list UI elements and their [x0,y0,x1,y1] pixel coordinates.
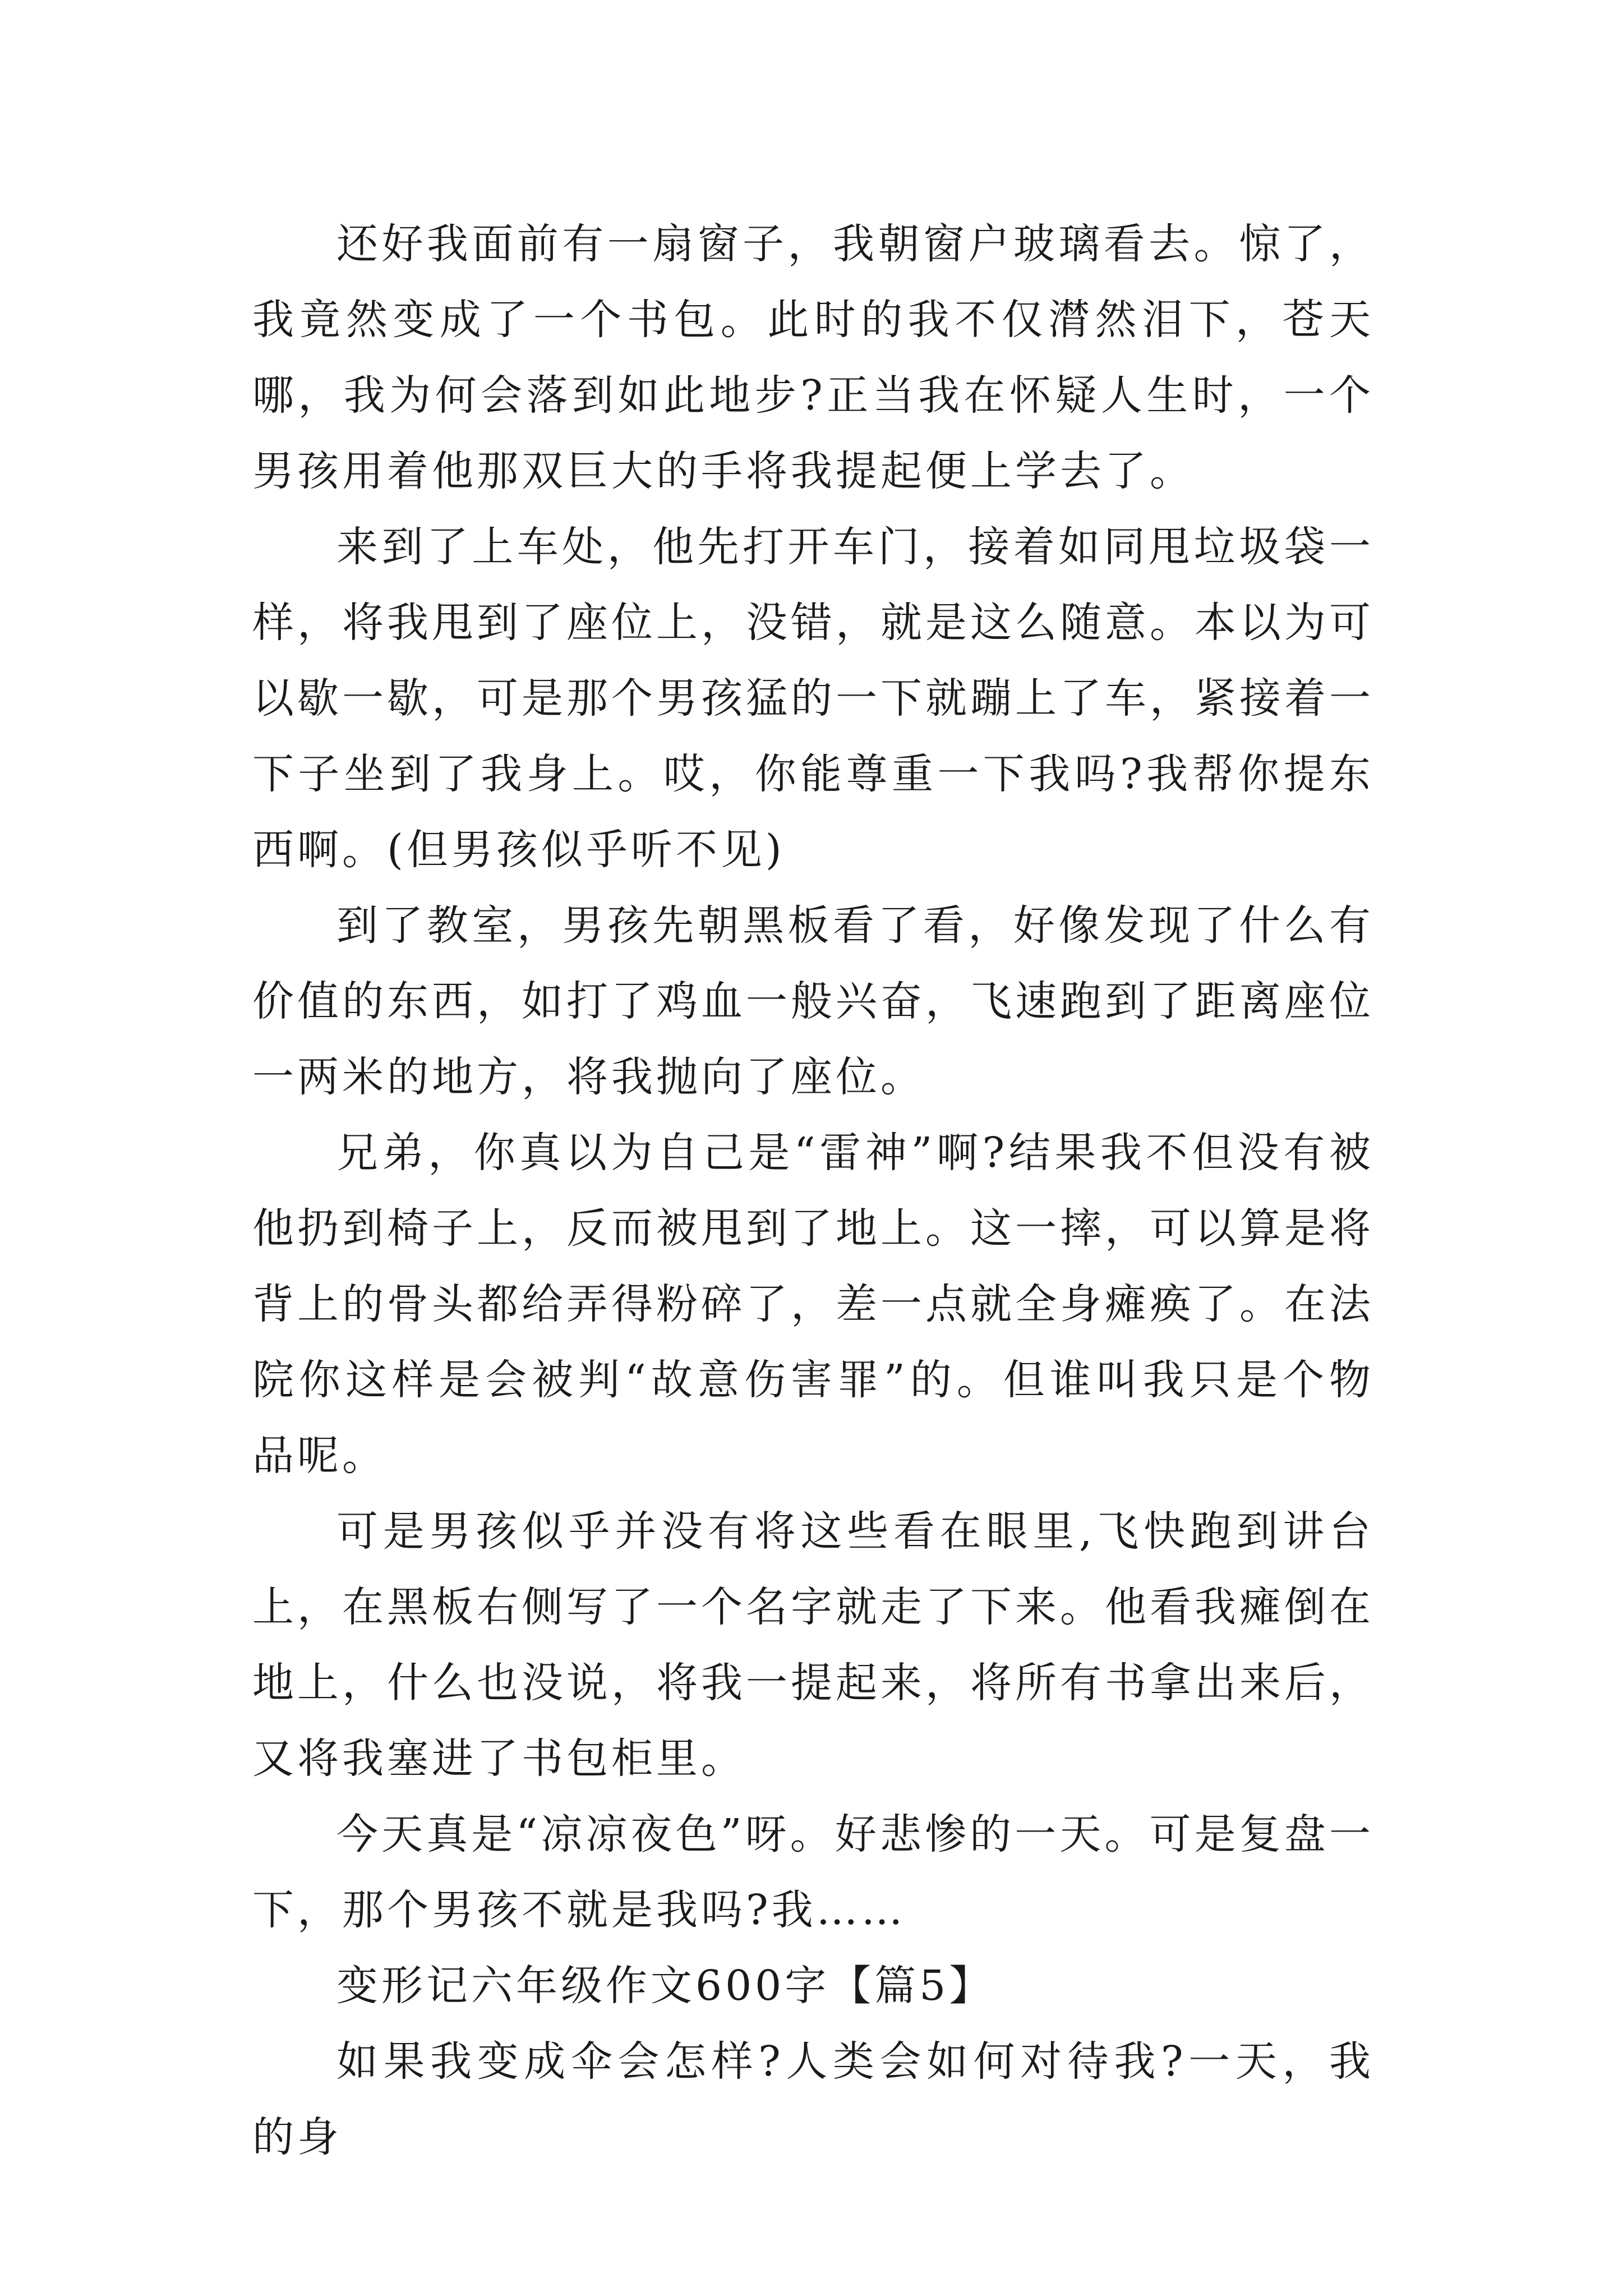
paragraph-4: 兄弟，你真以为自己是“雷神”啊?结果我不但没有被他扔到椅子上，反而被甩到了地上。这一摔，可以算是将背上的骨头都给弄得粉碎了，差一点就全身瘫痪了。在法院你这样是会被判“故意伤害罪”的。但谁叫我只是个物品呢。 [252,1129,1374,1480]
document-body [252,206,1374,2175]
paragraph-7: 如果我变成伞会怎样?人类会如何对待我?一天，我的身 [252,2037,1374,2161]
paragraph-1: 还好我面前有一扇窗子，我朝窗户玻璃看去。惊了，我竟然变成了一个书包。此时的我不仅潸然泪下，苍天哪，我为何会落到如此地步?正当我在怀疑人生时，一个男孩用着他那双巨大的手将我提起便上学去了。 [252,220,1374,495]
paragraph-3: 到了教室，男孩先朝黑板看了看，好像发现了什么有价值的东西，如打了鸡血一般兴奋，飞速跑到了距离座位一两米的地方，将我抛向了座位。 [252,901,1374,1101]
paragraph-5: 可是男孩似乎并没有将这些看在眼里,飞快跑到讲台上，在黑板右侧写了一个名字就走了下来。他看我瘫倒在地上，什么也没说，将我一提起来，将所有书拿出来后，又将我塞进了书包柜里。 [252,1507,1374,1783]
paragraph-2: 来到了上车处，他先打开车门，接着如同甩垃圾袋一样，将我甩到了座位上，没错，就是这么随意。本以为可以歇一歇，可是那个男孩猛的一下就蹦上了车，紧接着一下子坐到了我身上。哎，你能尊重一下我吗?我帮你提东西啊。(但男孩似乎听不见) [252,523,1374,874]
section-heading: 变形记六年级作文600字【篇5】 [336,1962,994,2010]
paragraph-6: 今天真是“凉凉夜色”呀。好悲惨的一天。可是复盘一下，那个男孩不就是我吗?我…… [252,1810,1374,1934]
